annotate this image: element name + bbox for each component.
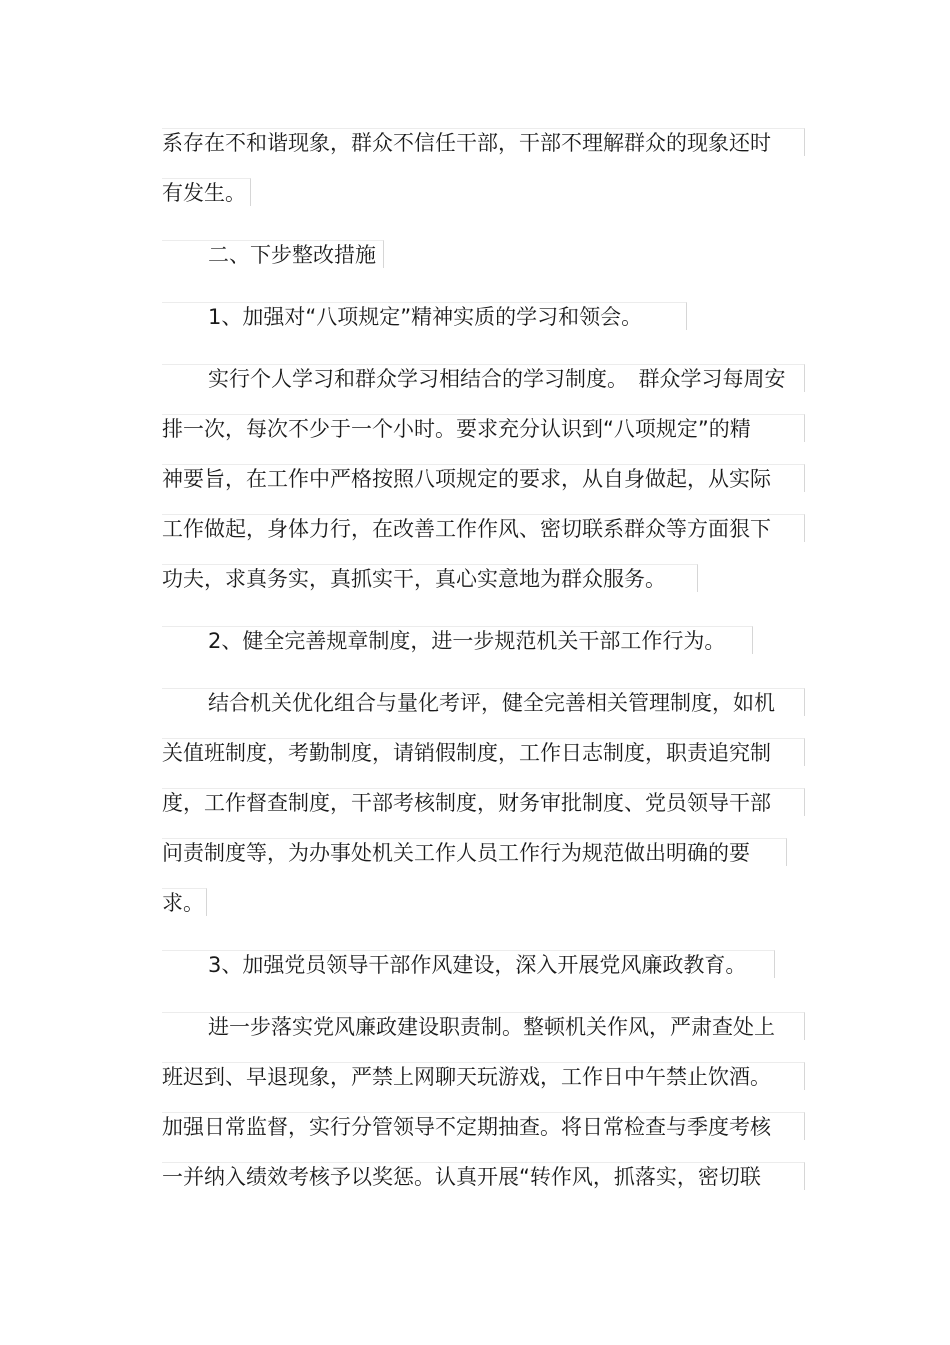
text-line: 一并纳入绩效考核予以奖惩。认真开展“转作风，抓落实，密切联 <box>162 1162 805 1190</box>
subsection-heading: 3、加强党员领导干部作风建设，深入开展党风廉政教育。 <box>162 950 775 978</box>
text-line: 神要旨，在工作中严格按照八项规定的要求，从自身做起，从实际 <box>162 464 805 492</box>
text-line: 度，工作督查制度，干部考核制度，财务审批制度、党员领导干部 <box>162 788 805 816</box>
text-line: 工作做起，身体力行，在改善工作作风、密切联系群众等方面狠下 <box>162 514 805 542</box>
subsection-heading: 2、健全完善规章制度，进一步规范机关干部工作行为。 <box>162 626 753 654</box>
subsection-heading: 1、加强对“八项规定”精神实质的学习和领会。 <box>162 302 687 330</box>
text-line: 实行个人学习和群众学习相结合的学习制度。 群众学习每周安 <box>162 364 805 392</box>
text-line: 系存在不和谐现象，群众不信任干部，干部不理解群众的现象还时 <box>162 128 805 156</box>
text-line: 结合机关优化组合与量化考评，健全完善相关管理制度，如机 <box>162 688 805 716</box>
text-line: 关值班制度，考勤制度，请销假制度，工作日志制度，职责追究制 <box>162 738 805 766</box>
section-heading: 二、下步整改措施 <box>162 240 384 268</box>
text-line: 加强日常监督，实行分管领导不定期抽查。将日常检查与季度考核 <box>162 1112 805 1140</box>
text-line: 班迟到、早退现象，严禁上网聊天玩游戏，工作日中午禁止饮酒。 <box>162 1062 805 1090</box>
text-line: 求。 <box>162 888 207 916</box>
text-line: 排一次，每次不少于一个小时。要求充分认识到“八项规定”的精 <box>162 414 805 442</box>
text-line: 有发生。 <box>162 178 251 206</box>
text-line: 问责制度等，为办事处机关工作人员工作行为规范做出明确的要 <box>162 838 787 866</box>
text-line: 功夫，求真务实，真抓实干，真心实意地为群众服务。 <box>162 564 698 592</box>
text-line: 进一步落实党风廉政建设职责制。整顿机关作风，严肃查处上 <box>162 1012 805 1040</box>
